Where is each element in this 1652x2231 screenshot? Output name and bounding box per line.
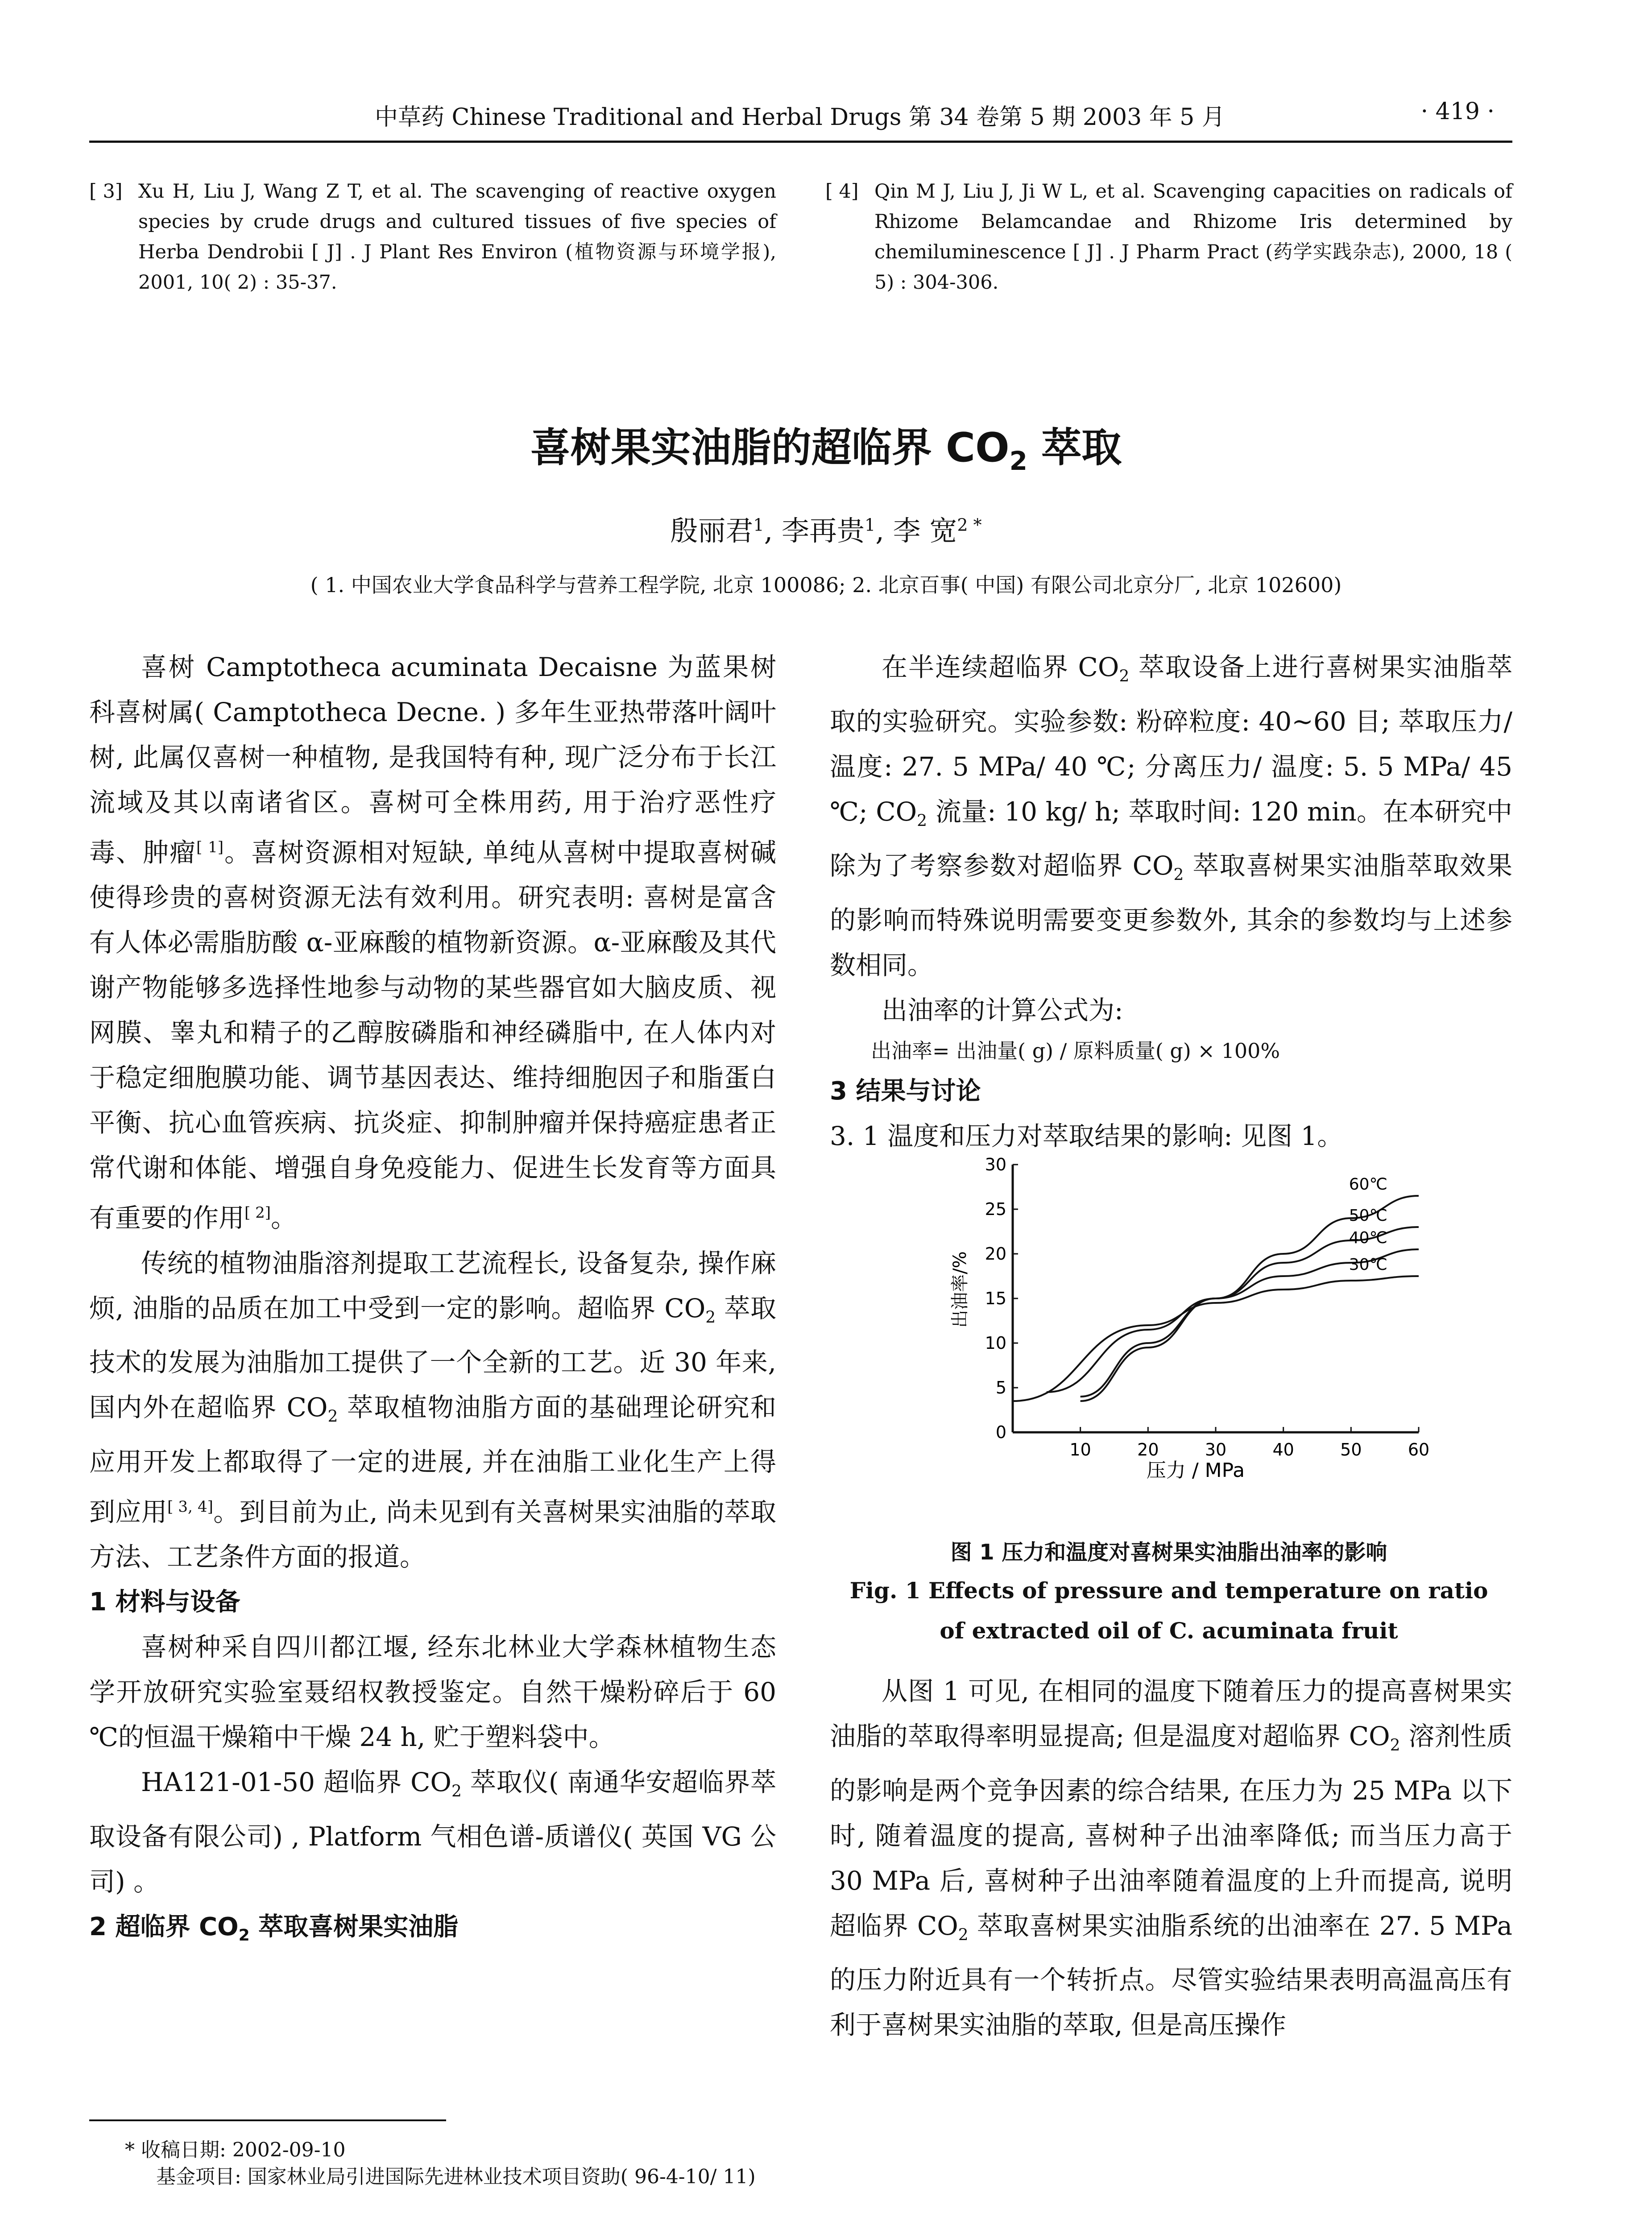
reference-number: [ 4] xyxy=(825,180,859,203)
paragraph: 出油率的计算公式为: xyxy=(882,995,1123,1025)
x-axis-label: 压力 / MPa xyxy=(1146,1459,1245,1482)
y-tick-label: 0 xyxy=(995,1422,1006,1442)
y-tick-label: 30 xyxy=(985,1156,1006,1174)
header-rule xyxy=(89,141,1512,143)
section-heading-1: 1 材料与设备 xyxy=(89,1588,240,1617)
paragraph: 传统的植物油脂溶剂提取工艺流程长, 设备复杂, 操作麻烦, 油脂的品质在加工中受到一定的影响。超临界 $CO_2$ 萃取技术的发展为油脂加工提供了一个全新的工艺。近 30 年来, 国内外在超临界 $CO_2$ 萃取植物油脂方面的基础理论研究和应用开发上都取得了一定的进展, 并在油脂工业化生产上得到应用[ 3, 4]。到目前为止, 尚未见到有关喜树果实油脂的萃取方法、工艺条件方面的报道。 xyxy=(89,1248,777,1572)
reference-number: [ 3] xyxy=(89,180,123,203)
journal-header: 中草药 Chinese Traditional and Herbal Drugs 第 34 卷第 5 期 2003 年 5 月 xyxy=(375,104,1225,131)
series-label: 30℃ xyxy=(1349,1256,1387,1274)
x-tick-label: 40 xyxy=(1272,1440,1294,1460)
article-title: 喜树果实油脂的超临界 $CO_2$ 萃取 xyxy=(530,424,1122,476)
left-column xyxy=(89,645,776,1958)
right-column-top xyxy=(830,645,1512,1159)
figure-caption-en-2: of extracted oil of C. acuminata fruit xyxy=(940,1617,1398,1644)
x-tick-label: 50 xyxy=(1340,1440,1362,1460)
footnote-fund: 基金项目: 国家林业局引进国际先进林业技术项目资助( 96-4-10/ 11) xyxy=(156,2165,756,2188)
series-label: 40℃ xyxy=(1349,1229,1387,1247)
y-axis-label: 出油率/% xyxy=(950,1251,970,1328)
paragraph: 喜树种采自四川都江堰, 经东北林业大学森林植物生态学开放研究实验室聂绍权教授鉴定。自然干燥粉碎后于 60 ℃的恒温干燥箱中干燥 24 h, 贮于塑料袋中。 xyxy=(89,1632,776,1753)
figure-caption-cn: 图 1 压力和温度对喜树果实油脂出油率的影响 xyxy=(950,1540,1387,1565)
author-list: 殷丽君$^1$, 李再贵$^1$, 李 宽$^{2 *}$ xyxy=(670,514,982,547)
series-label: 50℃ xyxy=(1349,1207,1387,1225)
footnote-rule xyxy=(89,2119,446,2121)
section-heading-3: 3 结果与讨论 xyxy=(830,1076,981,1106)
x-tick-label: 20 xyxy=(1137,1440,1159,1460)
reference-text: Qin M J, Liu J, Ji W L, et al. Scavenging capacities on radicals of Rhizome Belamcandae and Rhizome Iris determined by chemiluminescence [ J] . J Pharm Pract (药学实践杂志), 2000, 18 ( 5) : 304-306. xyxy=(874,180,1512,294)
section-heading-2: 2 超临界 $CO_2$ 萃取喜树果实油脂 xyxy=(89,1912,459,1945)
figure-caption-en-1: Fig. 1 Effects of pressure and temperature on ratio xyxy=(849,1577,1488,1604)
series-label: 60℃ xyxy=(1349,1175,1387,1194)
page-number: · 419 · xyxy=(1420,98,1495,125)
x-tick-label: 30 xyxy=(1205,1440,1227,1460)
footnote-received: * 收稿日期: 2002-09-10 xyxy=(125,2139,346,2161)
series-line-50℃ xyxy=(1081,1227,1419,1397)
paragraph: 从图 1 可见, 在相同的温度下随着压力的提高喜树果实油脂的萃取得率明显提高; 但是温度对超临界 $CO_2$ 溶剂性质的影响是两个竞争因素的综合结果, 在压力为 25 MPa 以下时, 随着温度的提高, 喜树种子出油率降低; 而当压力高于 30 MPa 后, 喜树种子出油率随着温度的上升而提高, 说明超临界 $CO_2$ 萃取喜树果实油脂系统的出油率在 27. 5 MPa 的压力附近具有一个转折点。尽管实验结果表明高温高压有利于喜树果实油脂的萃取, 但是高压操作 xyxy=(830,1676,1513,2040)
formula: 出油率= 出油量( g) / 原料质量( g) × 100% xyxy=(871,1038,1280,1063)
paragraph: HA121-01-50 超临界 $CO_2$ 萃取仪( 南通华安超临界萃取设备有限公司) , Platform 气相色谱-质谱仪( 英国 VG 公司) 。 xyxy=(89,1767,776,1897)
running-header xyxy=(89,94,1512,134)
paragraph: 喜树 Camptotheca acuminata Decaisne 为蓝果树科喜树属( Camptotheca Decne. ) 多年生亚热带落叶阔叶树, 此属仅喜树一种植物, 是我国特有种, 现广泛分布于长江流域及其以南诸省区。喜树可全株用药, 用于治疗恶性疗毒、肿瘤[ 1]。喜树资源相对短缺, 单纯从喜树中提取喜树碱使得珍贵的喜树资源无法有效利用。研究表明: 喜树是富含有人体必需脂肪酸 α-亚麻酸的植物新资源。α-亚麻酸及其代谢产物能够多选择性地参与动物的某些器官如大脑皮质、视网膜、睾丸和精子的乙醇胺磷脂和神经磷脂中, 在人体内对于稳定细胞膜功能、调节基因表达、维持细胞因子和脂蛋白平衡、抗心血管疾病、抗炎症、抑制肿瘤并保持癌症患者正常代谢和体能、增强自身免疫能力、促进生长发育等方面具有重要的作用[ 2]。 xyxy=(89,652,777,1233)
figure-1-chart xyxy=(946,1156,1437,1495)
series-line-60℃ xyxy=(1081,1196,1419,1401)
y-tick-label: 25 xyxy=(985,1199,1006,1219)
x-tick-label: 60 xyxy=(1408,1440,1430,1460)
chart-ticks xyxy=(985,1156,1430,1460)
chart-series-labels xyxy=(1349,1175,1387,1274)
author-name: 李 宽 xyxy=(893,514,957,547)
affiliation: ( 1. 中国农业大学食品科学与营养工程学院, 北京 100086; 2. 北京百事( 中国) 有限公司北京分厂, 北京 102600) xyxy=(310,573,1342,597)
reference-4 xyxy=(825,176,1512,306)
x-tick-label: 10 xyxy=(1069,1440,1091,1460)
y-tick-label: 15 xyxy=(985,1289,1006,1308)
paragraph: 在半连续超临界 $CO_2$ 萃取设备上进行喜树果实油脂萃取的实验研究。实验参数: 粉碎粒度: 40~60 目; 萃取压力/ 温度: 27. 5 MPa/ 40 ℃; 分离压力/ 温度: 5. 5 MPa/ 45 ℃; $CO_2$ 流量: 10 kg/ h; 萃取时间: 120 min。在本研究中除为了考察参数对超临界 $CO_2$ 萃取喜树果实油脂萃取效果的影响而特殊说明需要变更参数外, 其余的参数均与上述参数相同。 xyxy=(830,652,1512,980)
series-line-30℃ xyxy=(1013,1276,1419,1401)
author-name: 李再贵 xyxy=(782,514,865,547)
y-tick-label: 5 xyxy=(995,1378,1006,1397)
y-tick-label: 20 xyxy=(985,1244,1006,1264)
y-tick-label: 10 xyxy=(985,1333,1006,1353)
chart-lines xyxy=(1013,1196,1419,1401)
subsection-heading: 3. 1 温度和压力对萃取结果的影响: 见图 1。 xyxy=(830,1120,1343,1151)
right-column-bottom xyxy=(830,1669,1512,2048)
author-name: 殷丽君 xyxy=(670,514,754,547)
reference-text: Xu H, Liu J, Wang Z T, et al. The scavenging of reactive oxygen species by crude drugs and cultured tissues of five species of Herba Dendrobii [ J] . J Plant Res Environ (植物资源与环境学报), 2001, 10( 2) : 35-37. xyxy=(138,180,776,294)
reference-3 xyxy=(89,176,776,306)
